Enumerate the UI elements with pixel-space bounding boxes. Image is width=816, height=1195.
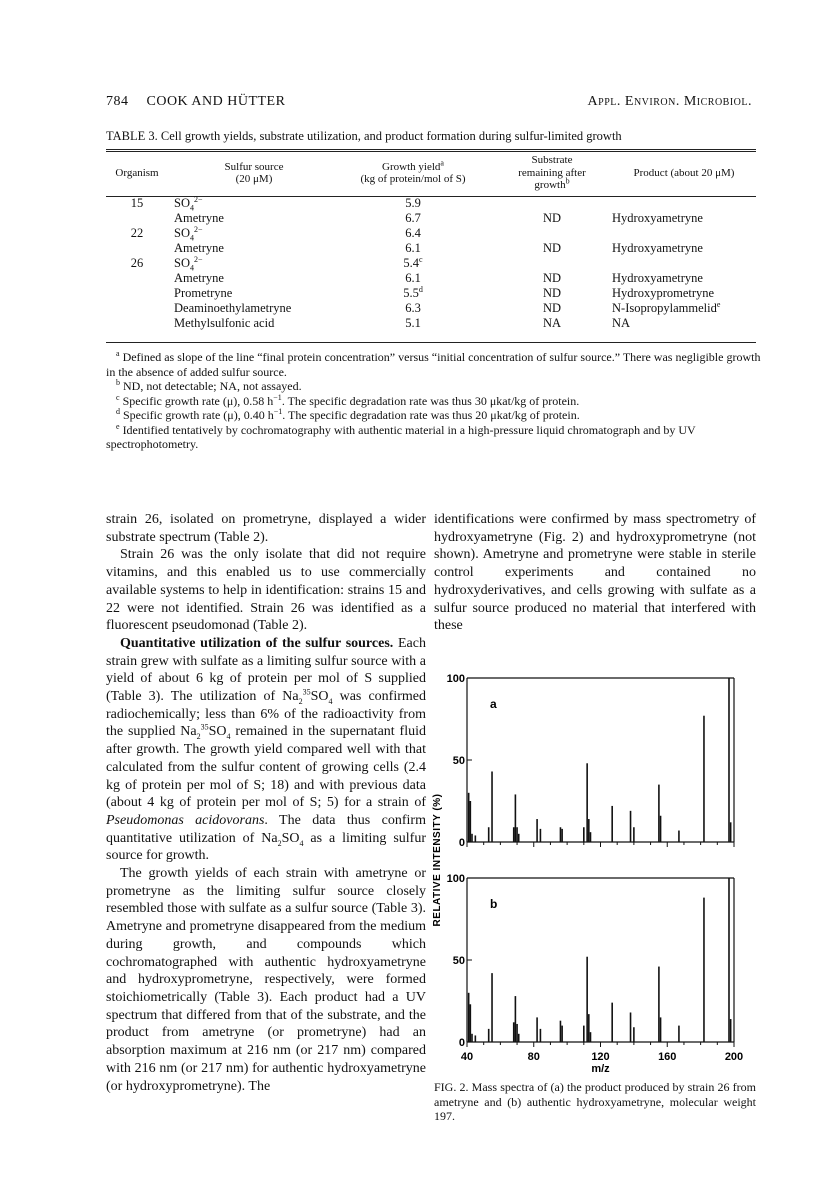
table-row	[106, 271, 756, 286]
table-3	[106, 153, 756, 331]
y-tick-label: 0	[458, 1037, 465, 1049]
figure-2-mass-spectra	[420, 665, 760, 1075]
footnote-b-mark: b	[116, 378, 120, 387]
left-column	[106, 511, 426, 1095]
table-top-rule	[106, 149, 756, 150]
cell-remaining	[492, 196, 612, 211]
p3-text-f: . The data thus confirm quantitative utilization of Na	[106, 812, 426, 846]
col-sulfur-source-line2: (20 μM)	[235, 173, 273, 185]
x-tick-label: 40	[460, 1051, 474, 1063]
table-row	[106, 211, 756, 226]
journal-name: Appl. Environ. Microbiol.	[587, 94, 752, 109]
panel-label: b	[490, 897, 498, 911]
panel-label: a	[490, 697, 497, 711]
spectrum-panel-b	[447, 873, 744, 1063]
cell-remaining: ND	[542, 301, 562, 315]
left-paragraph-2: Strain 26 was the only isolate that did not require vitamins, and this enabled us to use commercially available systems to help in identification: strains 15 and 22 were not identified. Strain 26 was identified as a fluorescent pseudomonad (Table 2).	[106, 547, 426, 634]
col-growth-yield	[334, 153, 492, 193]
left-paragraph-4: The growth yields of each strain with ametryne or prometryne as the limiting sulfur source closely resembled those with sulfate as a sulfur source (Table 3). Ametryne and prometryne disappeared from the medium during growth, and compounds which cochromatographed with authentic hydroxyametryne and hydroxyprometryne, respectively, were formed stoichiometrically (Table 3). Each product had a UV spectrum that differed from that of the substrate, and the product from ametryne (or prometryne) had an absorption maximum at 216 nm (or 217 nm) compared with 216 nm (or 217 nm) for authentic hydroxyametryne (or hydroxyprometryne). The	[106, 866, 426, 1094]
footnote-e	[106, 423, 766, 452]
cell-yield-text: 5.9	[405, 196, 421, 210]
cell-source-text: Ametryne	[174, 271, 224, 285]
cell-yield	[334, 286, 492, 301]
table-row	[106, 316, 756, 331]
table-row	[106, 226, 756, 241]
cell-yield-text: 6.4	[405, 226, 421, 240]
cell-remaining: ND	[542, 211, 562, 225]
p3-sub-6: 4	[299, 838, 304, 848]
footnote-c-mark: c	[116, 392, 120, 402]
cell-yield	[334, 211, 492, 226]
page-number: 784	[106, 94, 129, 109]
footnote-c-text: Specific growth rate (μ), 0.58 h	[122, 393, 274, 408]
cell-source	[168, 196, 334, 211]
cell-source	[168, 286, 334, 301]
cell-source-text: SO	[174, 196, 190, 210]
cell-source-text: Ametryne	[174, 241, 224, 255]
cell-source-text: Deaminoethylametryne	[174, 301, 292, 315]
cell-source	[168, 316, 334, 331]
cell-remaining	[492, 226, 612, 241]
running-header-left	[106, 94, 285, 110]
cell-yield-text: 5.5	[403, 286, 419, 300]
p3-species-name: Pseudomonas acidovorans	[106, 812, 265, 828]
col-growth-yield-line2: (kg of protein/mol of S)	[360, 173, 466, 185]
cell-product-text: N-Isopropylammelid	[612, 301, 717, 315]
cell-remaining: ND	[542, 286, 562, 300]
table-row	[106, 196, 756, 211]
footnote-a	[106, 350, 766, 379]
cell-remaining: NA	[542, 316, 562, 330]
cell-source-text: Methylsulfonic acid	[174, 316, 275, 330]
p3-text-g: SO	[281, 830, 300, 846]
section-run-in-heading: Quantitative utilization of the sulfur sources.	[120, 635, 394, 651]
cell-yield-text: 6.3	[405, 301, 421, 315]
p3-text-c: was confirmed radiochemically; less than 6% of the radioactivity from the supplied Na	[106, 689, 427, 740]
cell-source-text: Prometryne	[174, 286, 233, 300]
right-paragraph-1: identifications were confirmed by mass spectrometry of hydroxyametryne (Fig. 2) and hydroxyprometryne (not shown). Ametryne and prometryne were stable in sterile control experiments and contained no hydroxyderivatives, and cells growing with sulfate as a sulfur source produced no material that interfered with these	[434, 512, 756, 634]
cell-source	[168, 301, 334, 316]
cell-product	[612, 241, 756, 256]
cell-yield	[334, 271, 492, 286]
p3-text-a: Each strain grew with sulfate as a limiting sulfur source with a yield of about 6 kg of protein per mol of S supplied (Table 3). The utilization of Na	[106, 635, 426, 705]
x-tick-label: 160	[658, 1051, 677, 1063]
left-paragraph-3	[106, 635, 426, 865]
col-sulfur-source	[168, 153, 334, 193]
cell-source	[168, 241, 334, 256]
cell-source-text: Ametryne	[174, 211, 224, 225]
cell-organism	[106, 301, 168, 316]
table-row	[106, 286, 756, 301]
cell-product-sup: e	[716, 299, 721, 309]
p3-text-d: SO	[208, 724, 227, 740]
figure-caption-text: FIG. 2. Mass spectra of (a) the product produced by strain 26 from ametryne and (b) authentic hydroxyametryne, molecular weight 197.	[434, 1080, 756, 1123]
cell-yield-sup: c	[419, 254, 423, 264]
x-tick-label: 120	[591, 1051, 610, 1063]
footnote-c	[106, 394, 766, 409]
cell-source-sub: 4	[189, 263, 194, 273]
cell-remaining: ND	[542, 241, 562, 255]
col-product: Product (about 20 μM)	[633, 166, 735, 179]
footnote-d-mark: d	[116, 407, 120, 416]
cell-yield	[334, 196, 492, 211]
col-substrate-remaining	[492, 153, 612, 193]
cell-product	[612, 301, 756, 316]
cell-source-sup: 2−	[193, 254, 203, 264]
p3-text-b: SO	[310, 689, 329, 705]
y-tick-label: 100	[446, 673, 465, 685]
cell-source-sub: 4	[189, 203, 194, 213]
p3-sub-4: 4	[226, 732, 231, 742]
cell-product	[612, 226, 756, 241]
right-column	[434, 511, 756, 635]
footnote-a-text: Defined as slope of the line “final protein concentration” versus “initial concentration of sulfur source.” There was negligible growth in the absence of added sulfur source.	[106, 350, 761, 379]
x-axis-label: m/z	[591, 1063, 610, 1075]
left-paragraph-1: strain 26, isolated on prometryne, displayed a wider substrate spectrum (Table 2).	[106, 512, 426, 545]
footnote-b-text: ND, not detectable; NA, not assayed.	[123, 379, 302, 393]
cell-product-text: Hydroxyametryne	[612, 241, 703, 255]
cell-source-sup: 2−	[193, 194, 203, 204]
cell-yield-sup: d	[418, 284, 423, 294]
col-substrate-footnote: b	[565, 176, 570, 186]
col-growth-yield-footnote: a	[440, 157, 444, 167]
footnote-e-mark: e	[116, 421, 120, 431]
cell-product	[612, 196, 756, 211]
cell-remaining: ND	[542, 271, 562, 285]
table-caption: TABLE 3. Cell growth yields, substrate utilization, and product formation during sulfur-limited growth	[106, 129, 622, 143]
cell-product-text: NA	[612, 316, 631, 330]
cell-organism: 22	[130, 226, 144, 240]
cell-organism	[106, 211, 168, 226]
cell-organism	[106, 241, 168, 256]
figure-caption	[434, 1080, 756, 1124]
cell-product-text: Hydroxyametryne	[612, 271, 703, 285]
cell-product	[612, 286, 756, 301]
cell-product-text: Hydroxyprometryne	[612, 286, 715, 300]
cell-source	[168, 226, 334, 241]
p3-text-e: remained in the supernatant fluid after growth. The growth yield compared well with that calculated from the sulfur content of growing cells (2.4 kg of protein per mol of S; 18) and with previous data (about 4 kg of protein per mol of S; 5) for a strain of	[106, 724, 426, 811]
p3-sub-5: 2	[277, 838, 282, 848]
cell-yield	[334, 256, 492, 271]
cell-yield	[334, 226, 492, 241]
authors: COOK AND HÜTTER	[146, 94, 286, 109]
cell-source-text: SO	[174, 256, 190, 270]
p3-sub-3: 2	[196, 732, 201, 742]
y-axis-label: RELATIVE INTENSITY (%)	[432, 793, 443, 927]
running-header-right	[588, 94, 752, 110]
y-tick-label: 100	[446, 873, 465, 885]
cell-yield-text: 6.1	[405, 271, 421, 285]
footnote-c-sup: −1	[273, 392, 282, 402]
footnote-a-mark: a	[116, 349, 120, 358]
table-header-row	[106, 153, 756, 193]
cell-yield-text: 5.4	[403, 256, 420, 270]
cell-source	[168, 211, 334, 226]
col-substrate-line3: growth	[534, 179, 566, 192]
col-substrate-line1: Substrate	[531, 154, 573, 167]
cell-source-sub: 4	[189, 233, 194, 243]
footnote-b	[106, 379, 766, 394]
col-sulfur-source-line1: Sulfur source	[224, 160, 284, 173]
footnote-d-sup: −1	[273, 407, 283, 416]
cell-yield-text: 5.1	[405, 316, 421, 330]
cell-source	[168, 256, 334, 271]
cell-source-text: SO	[174, 226, 190, 240]
y-tick-label: 50	[452, 755, 465, 767]
table-bottom-rule	[106, 342, 756, 343]
cell-yield	[334, 301, 492, 316]
p3-sub-1: 2	[298, 696, 303, 706]
footnote-d-text-2: . The specific degradation rate was thus 20 μkat/kg of protein.	[282, 408, 580, 422]
cell-product	[612, 211, 756, 226]
table-top-rule-2	[106, 151, 756, 152]
cell-yield-text: 6.1	[405, 241, 421, 255]
cell-organism: 26	[130, 256, 144, 270]
col-growth-yield-line1: Growth yield	[382, 160, 441, 173]
cell-product-text: Hydroxyametryne	[612, 211, 703, 225]
cell-organism: 15	[130, 196, 144, 210]
table-row	[106, 301, 756, 316]
footnote-c-text-2: . The specific degradation rate was thus 30 μkat/kg of protein.	[281, 393, 580, 408]
table-row	[106, 241, 756, 256]
cell-source-sup: 2−	[193, 224, 203, 234]
cell-organism	[106, 271, 168, 286]
cell-yield	[334, 316, 492, 331]
y-tick-label: 0	[458, 837, 465, 849]
table-footnotes	[106, 350, 766, 452]
cell-product	[612, 316, 756, 331]
cell-organism	[106, 286, 168, 301]
col-organism: Organism	[115, 166, 159, 179]
cell-product	[612, 271, 756, 286]
cell-organism	[106, 316, 168, 331]
x-tick-label: 200	[724, 1051, 744, 1063]
cell-remaining	[492, 256, 612, 271]
footnote-d-text: Specific growth rate (μ), 0.40 h	[123, 408, 274, 422]
cell-product	[612, 256, 756, 271]
p3-sub-2: 4	[328, 696, 333, 706]
p3-sup-2: 35	[200, 722, 209, 732]
p3-text-h: as a limiting sulfur source for growth.	[106, 830, 426, 864]
col-substrate-line2: remaining after	[518, 166, 586, 179]
footnote-e-text: Identified tentatively by cochromatography with authentic material in a high-pressure liquid chromatograph and by UV spectrophotometry.	[106, 422, 696, 451]
y-tick-label: 50	[452, 955, 465, 967]
spectrum-panel-a	[447, 673, 734, 849]
cell-yield	[334, 241, 492, 256]
cell-source	[168, 271, 334, 286]
table-row	[106, 256, 756, 271]
cell-yield-text: 6.7	[405, 211, 421, 225]
p3-sup-1: 35	[302, 687, 311, 697]
x-tick-label: 80	[527, 1051, 540, 1063]
footnote-d	[106, 408, 766, 423]
